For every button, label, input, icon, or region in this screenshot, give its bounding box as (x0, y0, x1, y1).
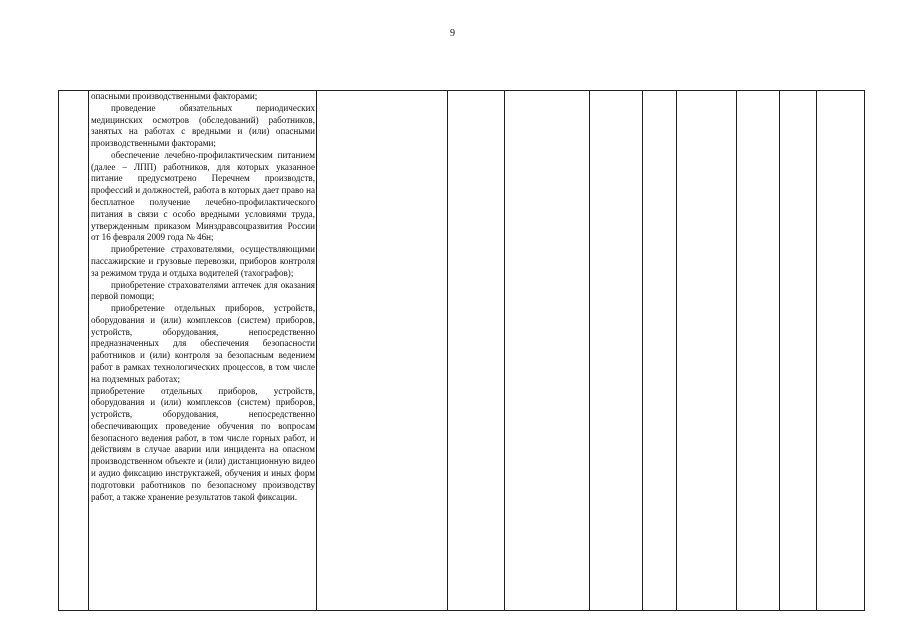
table-cell (505, 91, 590, 611)
table-cell-measures (89, 91, 317, 611)
measure-paragraph: проведение обязательных периодических медицинских осмотров (обследований) работников, занятых на работах с вредными и (или) опасными производственными факторами; (91, 102, 315, 149)
table-cell (317, 91, 448, 611)
measure-paragraph: обеспечение лечебно-профилактическим питанием (далее – ЛПП) работников, для которых указанное питание предусмотрено Перечнем производств, профессий и должностей, работа в которых дает право на бесплатное получение лечебно-профилактического питания в связи с особо вредными условиями труда, утвержденным приказом Минздравсоцразвития России от 16 февраля 2009 года № 46н; (91, 149, 315, 243)
measure-paragraph: приобретение страхователями, осуществляющими пассажирские и грузовые перевозки, приборов контроля за режимом труда и отдыха водителей (тахографов); (91, 244, 315, 278)
measure-paragraph: приобретение отдельных приборов, устройств, оборудования и (или) комплексов (систем) приборов, устройств, оборудования, непосредственно обеспечивающих проведение обучения по вопросам безопасного ведения работ, в том числе горных работ, и действиям в случае аварии или инцидента на опасном производственном объекте и (или) дистанционную видео и аудио фиксацию инструктажей, обучения и иных форм подготовки работников по безопасному производству работ, а также хранение результатов такой фиксации. (91, 385, 315, 502)
table-cell (780, 91, 817, 611)
table-cell (590, 91, 643, 611)
page-number: 9 (450, 28, 455, 39)
measure-paragraph: приобретение отдельных приборов, устройств, оборудования и (или) комплексов (систем) приборов, устройств, оборудования, непосредственно предназначенных для обеспечения безопасности работников и (или) контроля за безопасным ведением работ в рамках технологических процессов, в том числе на подземных работах; (91, 303, 315, 384)
data-table (58, 90, 865, 611)
table-cell (677, 91, 737, 611)
table-cell (817, 91, 865, 611)
table-row (59, 91, 865, 611)
table-cell (448, 91, 505, 611)
measure-paragraph: опасными производственными факторами; (91, 91, 258, 101)
table-cell (643, 91, 677, 611)
measure-paragraph: приобретение страхователями аптечек для оказания первой помощи; (91, 279, 315, 302)
measures-text (91, 91, 315, 503)
table-cell (737, 91, 780, 611)
table-cell-number (59, 91, 89, 611)
